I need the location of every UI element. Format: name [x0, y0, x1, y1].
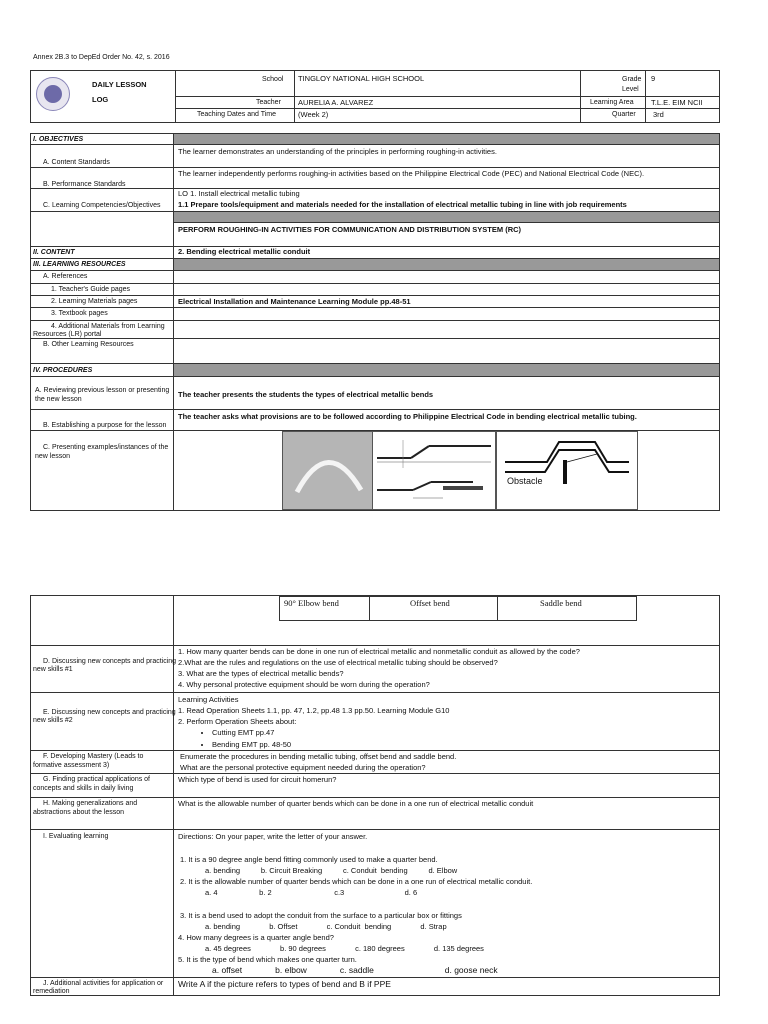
obstacle-label: Obstacle: [507, 476, 543, 486]
proc-g-label-2: concepts and skills in daily living: [33, 785, 134, 792]
activity-title: PERFORM ROUGHING-IN ACTIVITIES FOR COMMUNICATION AND DISTRIBUTION SYSTEM (RC): [178, 225, 522, 234]
grade-label: Grade: [622, 76, 642, 83]
content-value: 2. Bending electrical metallic conduit: [178, 247, 311, 256]
quarter-label: Quarter: [612, 111, 636, 118]
performance-standards-label: B. Performance Standards: [43, 181, 126, 188]
eval-q4-choices: a. 45 degrees b. 90 degrees c. 180 degrees d. 135 degrees: [205, 944, 484, 953]
proc-a-value: The teacher presents the students the types of electrical metallic bends: [178, 390, 434, 399]
proc-e-bullets: [178, 728, 291, 750]
elbow-bend-photo: [282, 431, 374, 510]
textbook-label: 3. Textbook pages: [51, 310, 108, 317]
dates-value: (Week 2): [298, 110, 329, 119]
proc-h-label: H. Making generalizations and: [43, 800, 138, 807]
additional-materials-label: 4. Additional Materials from Learning: [51, 323, 165, 330]
references-label: A. References: [43, 273, 88, 280]
offset-bend-drawing: [373, 432, 495, 509]
proc-f-label: F. Developing Mastery (Leads to: [43, 753, 144, 760]
eval-q3: 3. It is a bend used to adopt the conduit from the surface to a particular box or fittings: [180, 911, 462, 920]
offset-bend-diagram: [372, 431, 496, 510]
quarter-value: 3rd: [653, 110, 664, 119]
learning-area-label: Learning Area: [590, 99, 634, 106]
learning-materials-value: Electrical Installation and Maintenance Learning Module pp.48-51: [178, 297, 411, 306]
proc-e-label-2: new skills #2: [33, 717, 73, 724]
school-value: TINGLOY NATIONAL HIGH SCHOOL: [298, 74, 425, 83]
eval-q3-choices: a. bending b. Offset c. Conduit bending d. Strap: [205, 922, 447, 931]
proc-h-label-2: abstractions about the lesson: [33, 809, 125, 816]
proc-f-value1: Enumerate the procedures in bending metallic tubing, offset bend and saddle bend.: [180, 752, 457, 761]
proc-j-label: J. Additional activities for application or: [43, 980, 164, 987]
proc-e-label: E. Discussing new concepts and practicing: [43, 709, 176, 716]
bend-offset-label: Offset bend: [410, 598, 450, 608]
eval-q1-choices: a. bending b. Circuit Breaking c. Conduit bending d. Elbow: [205, 866, 458, 875]
objectives-heading: I. OBJECTIVES: [33, 136, 84, 143]
competencies-label: C. Learning Competencies/Objectives: [43, 202, 161, 209]
eval-q1: 1. It is a 90 degree angle bend fitting commonly used to make a quarter bend.: [180, 855, 438, 864]
proc-g-value: Which type of bend is used for circuit homerun?: [178, 775, 337, 784]
proc-e-bullet-bending: • Bending EMT pp. 48-50: [212, 740, 291, 750]
proc-j-label-2: remediation: [33, 988, 70, 995]
learning-area-value: T.L.E. EIM NCII: [651, 98, 703, 107]
proc-e-item2: 2. Perform Operation Sheets about:: [178, 717, 297, 726]
bend-elbow-label: 90° Elbow bend: [284, 598, 339, 608]
proc-g-label: G. Finding practical applications of: [43, 776, 150, 783]
teachers-guide-label: 1. Teacher's Guide pages: [51, 286, 131, 293]
proc-e-bullet-cutting: • Cutting EMT pp.47: [212, 728, 291, 738]
eval-q5: 5. It is the type of bend which makes one quarter turn.: [178, 955, 357, 964]
proc-d-label: D. Discussing new concepts and practicing: [43, 658, 177, 665]
eval-q2-choices: a. 4 b. 2 c.3 d. 6: [205, 888, 418, 897]
dll-title-line1: DAILY LESSON: [92, 80, 147, 89]
teacher-value: AURELIA A. ALVAREZ: [298, 98, 374, 107]
procedures-heading: IV. PROCEDURES: [33, 367, 93, 374]
proc-f-value2: What are the personal protective equipment needed during the operation?: [180, 763, 426, 772]
proc-e-item1: 1. Read Operation Sheets 1.1, pp. 47, 1.2, pp.48 1.3 pp.50. Learning Module G10: [178, 706, 450, 715]
eval-directions: Directions: On your paper, write the letter of your answer.: [178, 832, 368, 841]
proc-d-q3: 3. What are the types of electrical metallic bends?: [178, 669, 344, 678]
eval-q2: 2. It is the allowable number of quarter bends which can be done in a one run of electrical metallic conduit.: [180, 877, 533, 886]
dates-label: Teaching Dates and Time: [197, 111, 276, 118]
resources-heading: III. LEARNING RESOURCES: [33, 261, 126, 268]
proc-j-value: Write A if the picture refers to types of bend and B if PPE: [178, 979, 391, 989]
content-standards-value: The learner demonstrates an understanding of the principles in performing roughing-in activities.: [178, 147, 497, 156]
competency-lo1: LO 1. Install electrical metallic tubing: [178, 189, 300, 198]
teacher-label: Teacher: [256, 99, 281, 106]
bend-saddle-label: Saddle bend: [540, 598, 582, 608]
proc-e-heading: Learning Activities: [178, 695, 239, 704]
performance-standards-value: The learner independently performs roughing-in activities based on the Philippine Electrical Code (PEC) and National Electrical Code (NEC).: [178, 169, 645, 178]
proc-h-value: What is the allowable number of quarter bends which can be done in a one run of electrical metallic conduit: [178, 799, 534, 808]
proc-f-label-2: formative assessment 3): [33, 762, 110, 769]
proc-c-label-2: new lesson: [35, 453, 71, 460]
annex-reference: Annex 2B.3 to DepEd Order No. 42, s. 2016: [33, 54, 170, 61]
saddle-bend-drawing: [497, 432, 637, 509]
competency-1-1: 1.1 Prepare tools/equipment and materials needed for the installation of electrical metallic tubing in line with job requirements: [178, 200, 627, 209]
content-standards-label: A. Content Standards: [43, 159, 110, 166]
proc-d-q4: 4. Why personal protective equipment should be worn during the operation?: [178, 680, 430, 689]
deped-seal-logo: [36, 77, 70, 111]
school-label: School: [262, 76, 284, 83]
learning-materials-label: 2. Learning Materials pages: [51, 298, 138, 305]
other-resources-label: B. Other Learning Resources: [43, 341, 134, 348]
saddle-bend-diagram: [496, 431, 638, 510]
proc-i-label: I. Evaluating learning: [43, 833, 109, 840]
elbow-bend-image: [283, 432, 373, 509]
eval-q4: 4. How many degrees is a quarter angle bend?: [178, 933, 334, 942]
proc-c-label: C. Presenting examples/instances of the: [43, 444, 169, 451]
additional-materials-label-2: Resources (LR) portal: [33, 331, 102, 338]
proc-d-label-2: new skills #1: [33, 666, 73, 673]
content-heading: II. CONTENT: [33, 249, 75, 256]
grade-value: 9: [651, 74, 656, 83]
eval-q5-choices: a. offset b. elbow c. saddle d. goose neck: [212, 965, 498, 975]
proc-b-value: The teacher asks what provisions are to be followed according to Philippine Electrical Code in bending electrical metallic tubing.: [178, 412, 637, 421]
grade-label-2: Level: [622, 86, 639, 93]
proc-a-label: A. Reviewing previous lesson or presenting: [35, 387, 170, 394]
proc-b-label: B. Establishing a purpose for the lesson: [43, 422, 167, 429]
dll-title-line2: LOG: [92, 95, 109, 104]
proc-d-q1: 1. How many quarter bends can be done in one run of electrical metallic and nonmetallic conduit as allowed by the code?: [178, 647, 580, 656]
proc-a-label-2: the new lesson: [35, 396, 82, 403]
proc-d-q2: 2.What are the rules and regulations on the use of electrical metallic tubing should be observed?: [178, 658, 498, 667]
